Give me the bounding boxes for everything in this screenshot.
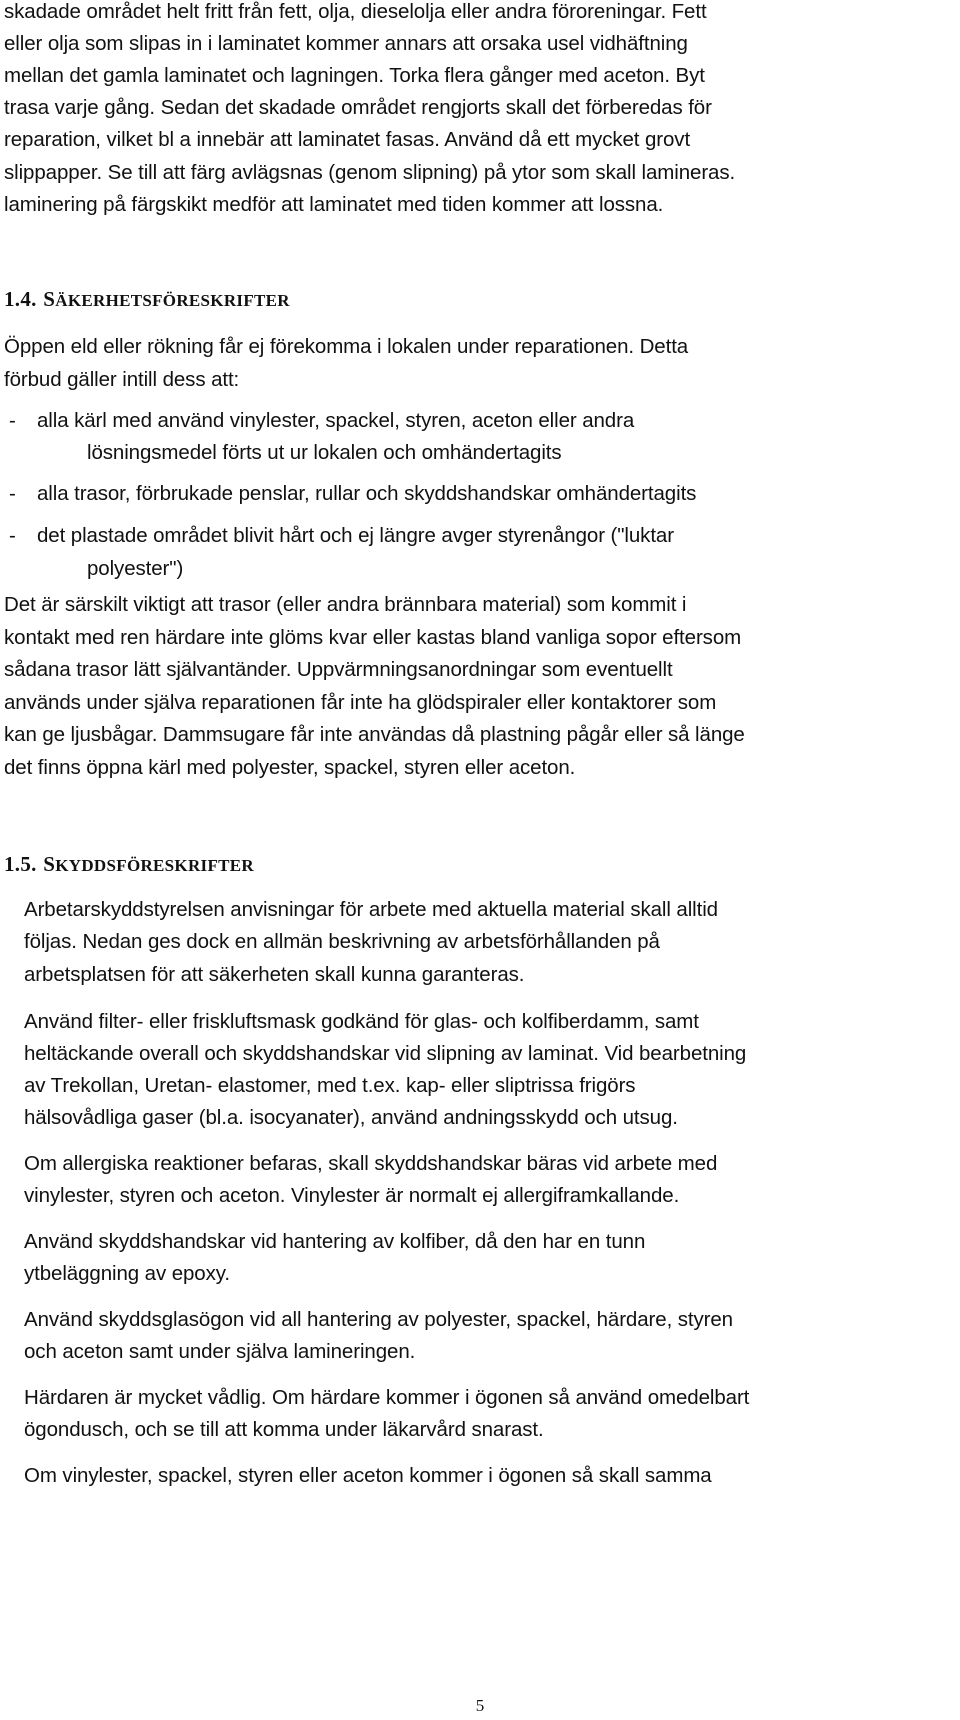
text-line: mellan det gamla laminatet och lagningen. Torka flera gånger med aceton. Byt: [4, 64, 705, 87]
text-line: Härdaren är mycket vådlig. Om härdare kommer i ögonen så använd omedelbart: [24, 1386, 750, 1409]
text-line: ögondusch, och se till att komma under läkarvård snarast.: [24, 1418, 544, 1441]
section-heading-1-4: [4, 285, 290, 315]
text-line: reparation, vilket bl a innebär att laminatet fasas. Använd då ett mycket grovt: [4, 128, 691, 151]
text-line: av Trekollan, Uretan- elastomer, med t.ex. kap- eller sliptrissa frigörs: [24, 1074, 636, 1097]
section-title-rest: KYDDSFÖRESKRIFTER: [55, 856, 254, 875]
text-line: förbud gäller intill dess att:: [4, 368, 240, 391]
text-line: Använd skyddshandskar vid hantering av kolfiber, då den har en tunn: [24, 1230, 646, 1253]
section-number: 1.4.: [4, 287, 37, 311]
bullet-text: det plastade området blivit hårt och ej längre avger styrenångor ("luktar: [37, 524, 674, 547]
text-line: Använd skyddsglasögon vid all hantering av polyester, spackel, härdare, styren: [24, 1308, 733, 1331]
text-line: heltäckande overall och skyddshandskar vid slipning av laminat. Vid bearbetning: [24, 1042, 747, 1065]
text-line: arbetsplatsen för att säkerheten skall kunna garanteras.: [24, 963, 525, 986]
text-line: det finns öppna kärl med polyester, spackel, styren eller aceton.: [4, 756, 576, 779]
text-line: hälsovådliga gaser (bl.a. isocyanater), använd andningsskydd och utsug.: [24, 1106, 678, 1129]
text-line: laminering på färgskikt medför att laminatet med tiden kommer att lossna.: [4, 193, 664, 216]
section-number: 1.5.: [4, 852, 37, 876]
bullet-dash: -: [9, 524, 16, 547]
text-line: Om vinylester, spackel, styren eller aceton kommer i ögonen så skall samma: [24, 1464, 712, 1487]
section-title-initial: S: [43, 852, 56, 876]
text-line: Det är särskilt viktigt att trasor (eller andra brännbara material) som kommit i: [4, 593, 687, 616]
bullet-text: alla trasor, förbrukade penslar, rullar och skyddshandskar omhändertagits: [37, 482, 697, 505]
text-line: vinylester, styren och aceton. Vinylester är normalt ej allergiframkallande.: [24, 1184, 680, 1207]
text-line: sådana trasor lätt självantänder. Uppvärmningsanordningar som eventuellt: [4, 658, 673, 681]
text-line: ytbeläggning av epoxy.: [24, 1262, 230, 1285]
bullet-dash: -: [9, 482, 16, 505]
bullet-dash: -: [9, 409, 16, 432]
page-number: 5: [475, 1696, 485, 1715]
text-line: kan ge ljusbågar. Dammsugare får inte användas då plastning pågår eller så länge: [4, 723, 745, 746]
text-line: följas. Nedan ges dock en allmän beskrivning av arbetsförhållanden på: [24, 930, 660, 953]
text-line: slippapper. Se till att färg avlägsnas (genom slipning) på ytor som skall lamineras.: [4, 161, 736, 184]
text-line: Arbetarskyddstyrelsen anvisningar för arbete med aktuella material skall alltid: [24, 898, 718, 921]
text-line: Öppen eld eller rökning får ej förekomma i lokalen under reparationen. Detta: [4, 335, 689, 358]
bullet-text-continued: polyester"): [87, 557, 184, 580]
text-line: Om allergiska reaktioner befaras, skall skyddshandskar bäras vid arbete med: [24, 1152, 718, 1175]
text-line: trasa varje gång. Sedan det skadade området rengjorts skall det förberedas för: [4, 96, 712, 119]
text-line: kontakt med ren härdare inte glöms kvar eller kastas bland vanliga sopor eftersom: [4, 626, 742, 649]
bullet-text: alla kärl med använd vinylester, spackel, styren, aceton eller andra: [37, 409, 635, 432]
section-title-rest: ÄKERHETSFÖRESKRIFTER: [55, 291, 290, 310]
text-line: Använd filter- eller friskluftsmask godkänd för glas- och kolfiberdamm, samt: [24, 1010, 699, 1033]
section-title-initial: S: [43, 287, 56, 311]
bullet-text-continued: lösningsmedel förts ut ur lokalen och omhändertagits: [87, 441, 562, 464]
text-line: och aceton samt under själva lamineringen.: [24, 1340, 416, 1363]
text-line: eller olja som slipas in i laminatet kommer annars att orsaka usel vidhäftning: [4, 32, 688, 55]
text-line: används under själva reparationen får inte ha glödspiraler eller kontaktorer som: [4, 691, 717, 714]
text-line: skadade området helt fritt från fett, olja, dieselolja eller andra föroreningar. Fett: [4, 0, 707, 23]
section-heading-1-5: [4, 850, 254, 880]
